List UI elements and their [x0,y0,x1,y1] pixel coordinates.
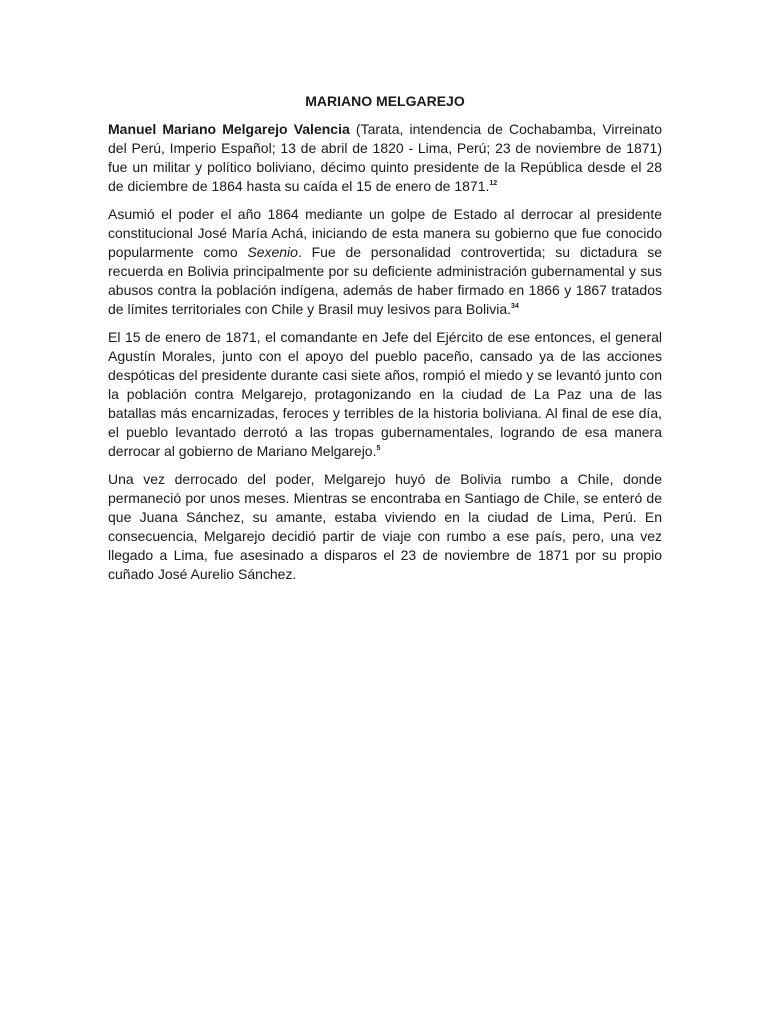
paragraph-3 [108,328,662,461]
document-title: MARIANO MELGAREJO [305,93,465,109]
paragraph-2-text-a: Asumió el poder el año 1864 mediante un golpe de Estado al derrocar al presidente constitucional José María Achá, iniciando de esta manera su gobierno que fue conocido popularmente como [108,206,662,260]
sexenio-term: Sexenio [247,244,298,260]
document-page [108,92,662,593]
footnote-ref-12[interactable]: 12 [489,180,498,187]
footnote-ref-34[interactable]: 34 [511,303,519,310]
footnote-ref-5[interactable]: 5 [376,445,381,452]
paragraph-4-text: Una vez derrocado del poder, Melgarejo huyó de Bolivia rumbo a Chile, donde permaneció por unos meses. Mientras se encontraba en Santiago de Chile, se enteró de que Juana Sánchez, su amante, estaba viviendo en la ciudad de Lima, Perú. En consecuencia, Melgarejo decidió partir de viaje con rumbo a ese país, pero, una vez llegado a Lima, fue asesinado a disparos el 23 de noviembre de 1871 por su propio cuñado José Aurelio Sánchez. [108,471,662,582]
subject-name: Manuel Mariano Melgarejo Valencia [108,121,350,137]
paragraph-3-text: El 15 de enero de 1871, el comandante en Jefe del Ejército de ese entonces, el general Agustín Morales, junto con el apoyo del pueblo paceño, cansado ya de las acciones despóticas del presidente durante casi siete años, rompió el miedo y se levantó junto con la población contra Melgarejo, protagonizando en la ciudad de La Paz una de las batallas más encarnizadas, feroces y terribles de la historia boliviana. Al final de ese día, el pueblo levantado derrotó a las tropas gubernamentales, logrando de esa manera derrocar al gobierno de Mariano Melgarejo. [108,329,662,459]
paragraph-1-text: (Tarata, intendencia de Cochabamba, Virreinato del Perú, Imperio Español; 13 de abril de 1820 - Lima, Perú; 23 de noviembre de 1871) fue un militar y político boliviano, décimo quinto presidente de la República desde el 28 de diciembre de 1864 hasta su caída el 15 de enero de 1871. [108,121,662,194]
paragraph-2-text-b: . Fue de personalidad controvertida; su dictadura se recuerda en Bolivia principalmente por su deficiente administración gubernamental y sus abusos contra la población indígena, además de haber firmado en 1866 y 1867 tratados de límites territoriales con Chile y Brasil muy lesivos para Bolivia. [108,244,662,317]
paragraph-4 [108,470,662,584]
paragraph-1 [108,120,662,196]
paragraph-2 [108,205,662,319]
